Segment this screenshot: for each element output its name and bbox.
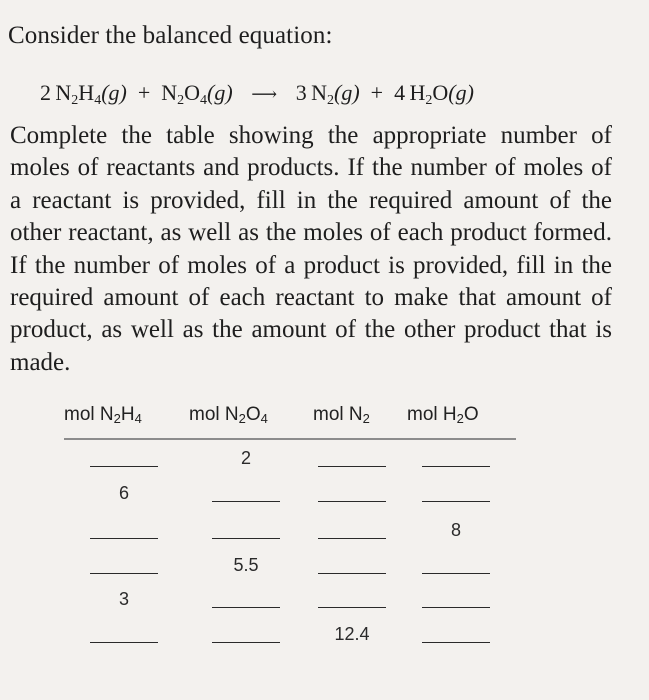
header-mol-h2o: mol $H_2O$ bbox=[407, 404, 479, 426]
answer-blank[interactable] bbox=[90, 466, 158, 467]
answer-blank[interactable] bbox=[212, 642, 280, 643]
balanced-equation: 2 $N_2H_4(g) + N_2O_4(g)$ ⟶ 3 $N_2(g) + 4$ $H_2O(g)$ bbox=[40, 80, 474, 108]
table-cell-value: 5.5 bbox=[233, 555, 259, 575]
answer-blank[interactable] bbox=[422, 607, 490, 608]
answer-blank[interactable] bbox=[422, 573, 490, 574]
table-cell-value: 2 bbox=[240, 448, 251, 468]
moles-table bbox=[64, 400, 516, 438]
answer-blank[interactable] bbox=[212, 501, 280, 502]
header-mol-n2: mol $N_2$ bbox=[313, 404, 370, 426]
answer-blank[interactable] bbox=[90, 642, 158, 643]
table-cell-value: 12.4 bbox=[334, 624, 370, 644]
reaction-arrow-icon: ⟶ bbox=[251, 84, 278, 104]
answer-blank[interactable] bbox=[422, 466, 490, 467]
answer-blank[interactable] bbox=[318, 501, 386, 502]
table-cell-value: 3 bbox=[118, 589, 129, 609]
answer-blank[interactable] bbox=[90, 538, 158, 539]
answer-blank[interactable] bbox=[422, 501, 490, 502]
question-heading: Consider the balanced equation: bbox=[8, 22, 333, 49]
header-mol-n2h4: mol $N_2H_4$ bbox=[64, 404, 142, 426]
answer-blank[interactable] bbox=[422, 642, 490, 643]
header-mol-n2o4: mol $N_2O_4$ bbox=[189, 404, 268, 426]
answer-blank[interactable] bbox=[212, 538, 280, 539]
table-cell-value: 8 bbox=[450, 520, 461, 540]
answer-blank[interactable] bbox=[318, 607, 386, 608]
instructions-text: Complete the table showing the appropriate number of moles of reactants and products. If the number of moles of a reactant is provided, fill in the required amount of the other reactant, as well as the moles of each product formed. If the number of moles of a product is provided, fill in the required amount of each reactant to make that amount of product, as well as the amount of the other product that is made. bbox=[10, 122, 612, 376]
answer-blank[interactable] bbox=[90, 573, 158, 574]
answer-blank[interactable] bbox=[318, 538, 386, 539]
table-header-row bbox=[64, 400, 516, 438]
answer-blank[interactable] bbox=[318, 466, 386, 467]
answer-blank[interactable] bbox=[318, 573, 386, 574]
answer-blank[interactable] bbox=[212, 607, 280, 608]
header-divider bbox=[64, 438, 516, 440]
table-cell-value: 6 bbox=[118, 483, 129, 503]
